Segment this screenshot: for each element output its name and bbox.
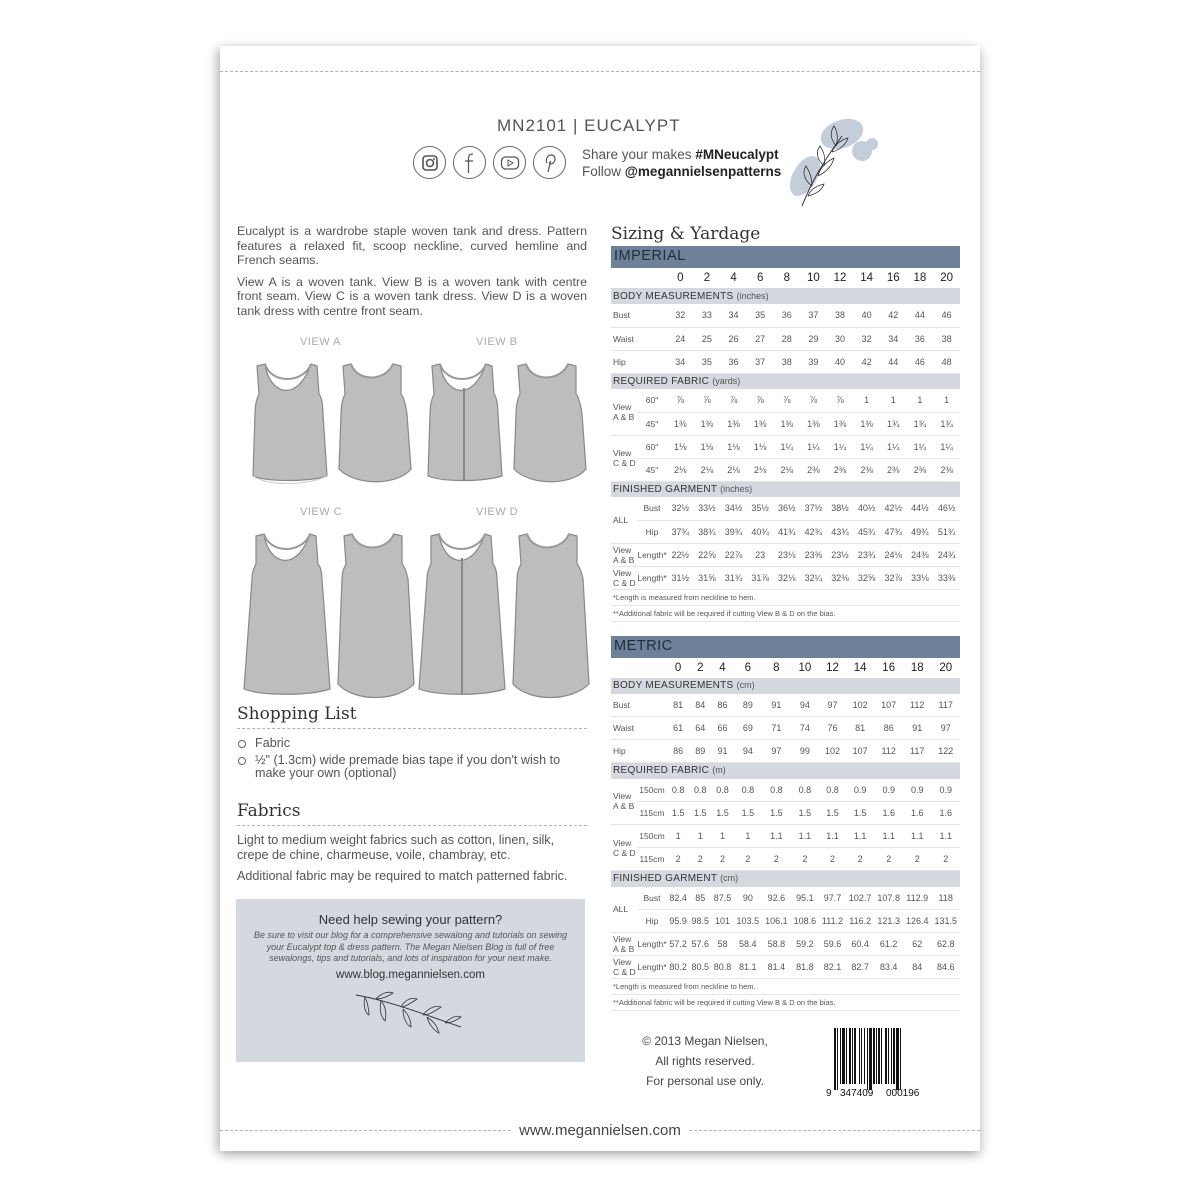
size-label: 2 xyxy=(697,661,704,674)
size-label: 14 xyxy=(853,661,867,674)
pinterest-icon[interactable] xyxy=(533,146,566,179)
size-label: 0 xyxy=(677,272,684,284)
youtube-icon[interactable] xyxy=(493,146,526,179)
fabrics-title: Fabrics xyxy=(237,801,587,826)
size-header-row xyxy=(611,658,960,678)
instagram-icon[interactable] xyxy=(413,146,446,179)
table-row: ALL Bust 32½ 33½ 34½ 35½ 36½ 37½ 38½ 40½ 42½ 44½ 46½ xyxy=(611,497,960,520)
metric-band: METRIC xyxy=(611,636,960,658)
size-label: 4 xyxy=(730,272,737,284)
shopping-item: ½" (1.3cm) wide premade bias tape if you don't wish to make your own (optional) xyxy=(237,754,587,781)
view-c-garment xyxy=(242,524,417,704)
table-note: *Length is measured from neckline to hem. xyxy=(611,979,960,995)
footer-dashed-divider-right xyxy=(689,1130,980,1131)
required-fabric-header: REQUIRED FABRIC (m) xyxy=(611,763,960,779)
required-fabric-header: REQUIRED FABRIC (yards) xyxy=(611,373,960,389)
size-label: 20 xyxy=(940,272,954,284)
size-label: 12 xyxy=(826,661,839,674)
size-label: 2 xyxy=(703,272,711,284)
footer-dashed-divider-left xyxy=(220,1130,511,1131)
sizing-title: Sizing & Yardage xyxy=(611,224,761,244)
table-row: Hip 37¾ 38¾ 39¾ 40¾ 41¾ 42¾ 43¾ 45¾ 47¾ 49¾ 51¾ xyxy=(611,520,960,543)
table-row: Bust 32 33 34 35 36 37 38 40 42 44 46 xyxy=(611,304,960,327)
social-icons xyxy=(413,146,566,179)
size-label: 6 xyxy=(756,272,764,284)
size-label: 16 xyxy=(886,272,900,284)
table-row: Waist 24 25 26 27 28 29 30 32 34 36 38 xyxy=(611,327,960,350)
size-label: 10 xyxy=(807,272,820,284)
table-row: Waist 61 64 66 69 71 74 76 81 86 91 97 xyxy=(611,717,960,740)
view-d-label: VIEW D xyxy=(476,506,519,518)
view-c-label: VIEW C xyxy=(300,506,343,518)
metric-table xyxy=(611,658,960,1012)
pattern-title: MN2101 | EUCALYPT xyxy=(497,116,681,135)
facebook-icon[interactable] xyxy=(453,146,486,179)
fabrics-paragraph-1: Light to medium weight fabrics such as cotton, linen, silk, crepe de chine, charmeuse, voile, chambray, etc. xyxy=(237,833,555,862)
table-row: Bust 81 84 86 89 91 94 97 102 107 112 117 xyxy=(611,694,960,717)
shopping-item: Fabric xyxy=(237,737,587,751)
fabrics-paragraph-2: Additional fabric may be required to match patterned fabric. xyxy=(237,869,568,883)
table-row: Hip 86 89 91 94 97 99 102 107 112 117 122 xyxy=(611,740,960,763)
table-row: ALL Bust 82.4 85 87.5 90 92.6 95.1 97.7 102.7 107.8 112.9 118 xyxy=(611,887,960,910)
size-label: 8 xyxy=(783,272,791,284)
size-label: 4 xyxy=(719,661,726,674)
size-label: 10 xyxy=(798,661,812,674)
size-label: 12 xyxy=(833,272,847,284)
barcode xyxy=(826,1026,936,1098)
table-row: View A & B Length* 22½ 22⅝ 22⅞ 23 23⅛ 23⅜ 23½ 23¾ 24⅛ 24⅜ 24¾ xyxy=(611,543,960,566)
table-row: Hip 95.9 98.5 101 103.5 106.1 108.6 111.2 116.2 121.3 126.4 131.5 xyxy=(611,910,960,933)
size-label: 14 xyxy=(860,272,874,284)
help-title: Need help sewing your pattern? xyxy=(318,912,503,927)
social-text: Share your makes #MNeucalypt Follow @megannielsenpatterns xyxy=(582,147,782,179)
shopping-list-title: Shopping List xyxy=(237,704,587,729)
imperial-band: IMPERIAL xyxy=(611,246,960,268)
fabrics-section xyxy=(237,801,587,884)
table-row: View A & B 150cm 0.8 0.8 0.8 0.8 0.8 0.8 0.8 0.9 0.9 0.9 0.9 xyxy=(611,779,960,802)
table-note: **Additional fabric will be required if cutting View B & D on the bias. xyxy=(611,995,960,1011)
svg-text:9: 9 xyxy=(826,1088,832,1098)
table-row: View C & D 60" 1⅛ 1⅛ 1⅛ 1⅛ 1¼ 1¼ 1¼ 1¼ 1¼ 1¼ 1¼ xyxy=(611,435,960,458)
copyright: © 2013 Megan Nielsen, All rights reserved. For personal use only. xyxy=(642,1034,768,1088)
view-b-label: VIEW B xyxy=(476,336,518,348)
intro-paragraph-2: View A is a woven tank. View B is a woven tank with centre front seam. View C is a woven tank dress. View D is a woven tank dress with centre front seam. xyxy=(237,274,587,318)
bullet-circle-icon xyxy=(238,740,246,748)
table-row: 115cm 1.5 1.5 1.5 1.5 1.5 1.5 1.5 1.5 1.6 1.6 1.6 xyxy=(611,802,960,825)
size-label: 20 xyxy=(939,661,953,674)
table-row: 45" 2⅛ 2⅛ 2⅛ 2⅛ 2⅛ 2⅜ 2⅜ 2⅜ 2⅜ 2⅜ 2⅜ xyxy=(611,458,960,481)
size-header-row xyxy=(611,268,960,288)
table-row: View A & B Length* 57.2 57.6 58 58.4 58.8 59.2 59.6 60.4 61.2 62 62.8 xyxy=(611,933,960,956)
size-label: 16 xyxy=(882,661,896,674)
view-a-garment xyxy=(247,354,417,489)
sizing-yardage xyxy=(611,224,960,1011)
website-link[interactable]: www.megannielsen.com xyxy=(519,1121,681,1139)
view-d-garment xyxy=(417,524,592,704)
top-dashed-divider xyxy=(220,71,980,72)
instagram-handle: @megannielsenpatterns xyxy=(624,164,782,179)
table-row: 45" 1⅜ 1⅜ 1⅜ 1⅜ 1⅜ 1⅜ 1⅜ 1⅜ 1¾ 1¾ 1¾ xyxy=(611,412,960,435)
bullet-circle-icon xyxy=(238,757,246,765)
view-a-label: VIEW A xyxy=(300,336,341,348)
help-box xyxy=(236,899,585,1062)
table-row: View A & B 60" ⅞ ⅞ ⅞ ⅞ ⅞ ⅞ ⅞ 1 1 1 1 xyxy=(611,389,960,412)
intro-text xyxy=(237,224,587,326)
help-description: Be sure to visit our blog for a comprehensive sewalong and tutorials on sewing your Eucalypt top & dress pattern. The Megan Nielsen Blog is full of free sewalongs, tips and tutorials, and lots of inspiration for your next make. xyxy=(253,930,568,963)
footer xyxy=(220,1120,980,1140)
table-row: View C & D Length* 31½ 31⅝ 31¾ 31⅞ 32⅛ 32¼ 32⅜ 32⅝ 32⅞ 33⅛ 33⅜ xyxy=(611,566,960,589)
table-row: View C & D Length* 80.2 80.5 80.8 81.1 81.4 81.8 82.1 82.7 83.4 84 84.6 xyxy=(611,956,960,979)
table-row: 115cm 2 2 2 2 2 2 2 2 2 2 2 xyxy=(611,848,960,871)
finished-garment-header: FINISHED GARMENT (inches) xyxy=(611,481,960,497)
leaf-branch-icon xyxy=(351,987,471,1037)
table-row: View C & D 150cm 1 1 1 1 1.1 1.1 1.1 1.1 1.1 1.1 1.1 xyxy=(611,825,960,848)
hashtag: #MNeucalypt xyxy=(695,147,779,162)
size-label: 8 xyxy=(773,661,780,674)
shopping-list xyxy=(237,704,587,784)
size-label: 0 xyxy=(674,661,682,674)
body-measurements-header: BODY MEASUREMENTS (inches) xyxy=(611,288,960,304)
imperial-table xyxy=(611,268,960,622)
eucalyptus-leaf-illustration xyxy=(780,106,890,216)
finished-garment-header: FINISHED GARMENT (cm) xyxy=(611,871,960,887)
blog-link[interactable]: www.blog.megannielsen.com xyxy=(336,968,485,981)
barcode-icon xyxy=(826,1026,936,1098)
svg-text:347409: 347409 xyxy=(840,1088,874,1098)
svg-text:000196: 000196 xyxy=(886,1088,920,1098)
pattern-back-cover xyxy=(220,46,980,1151)
body-measurements-header: BODY MEASUREMENTS (cm) xyxy=(611,678,960,694)
intro-paragraph-1: Eucalypt is a wardrobe staple woven tank and dress. Pattern features a relaxed fit, scoop neckline, curved hemline and French seams. xyxy=(237,224,587,268)
table-row: Hip 34 35 36 37 38 39 40 42 44 46 48 xyxy=(611,350,960,373)
size-label: 6 xyxy=(744,661,752,674)
table-note: **Additional fabric will be required if cutting View B & D on the bias. xyxy=(611,605,960,621)
size-label: 18 xyxy=(910,661,924,674)
view-b-garment xyxy=(422,354,592,489)
size-label: 18 xyxy=(913,272,927,284)
table-note: *Length is measured from neckline to hem. xyxy=(611,589,960,605)
